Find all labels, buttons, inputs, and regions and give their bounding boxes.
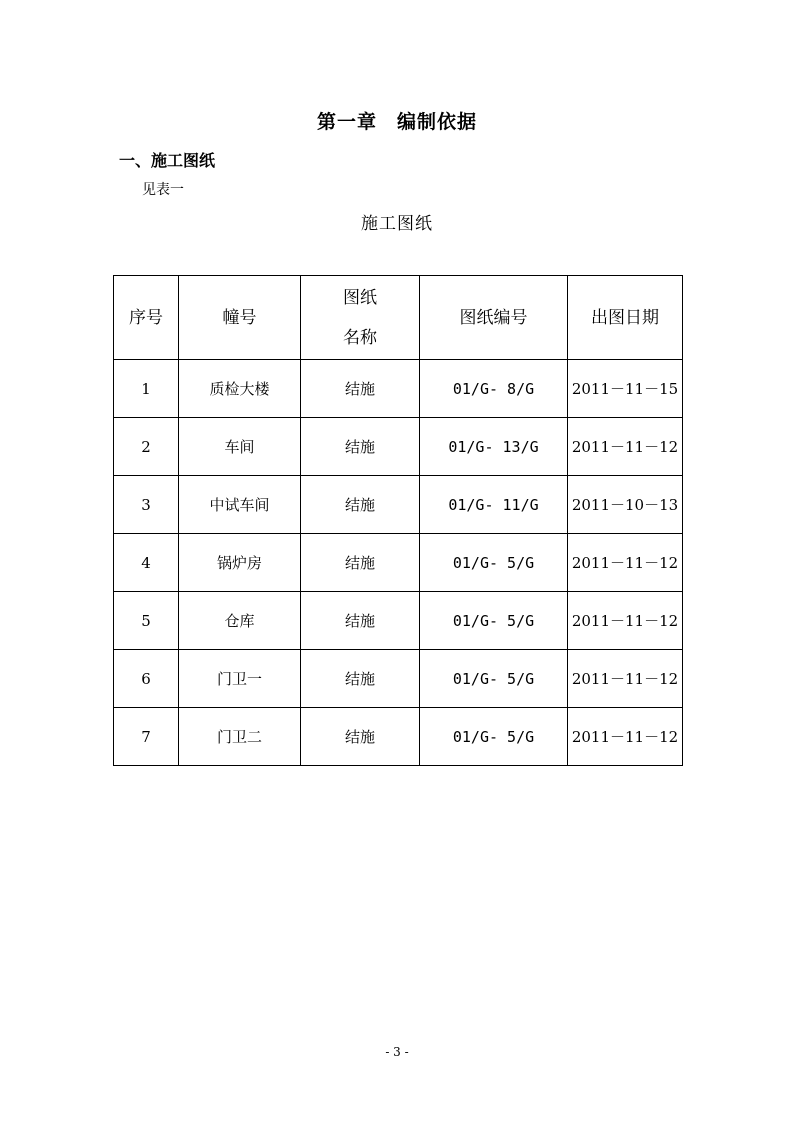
cell-building: 门卫一 bbox=[179, 650, 301, 708]
header-drawing-code: 图纸编号 bbox=[420, 276, 568, 360]
drawings-table bbox=[113, 275, 683, 766]
cell-issue-date: 2011－11－12 bbox=[568, 592, 683, 650]
cell-no: 2 bbox=[114, 418, 179, 476]
header-drawing-name-line2: 名称 bbox=[343, 327, 377, 348]
cell-drawing-code: 01/G- 5/G bbox=[420, 708, 568, 766]
cell-building: 车间 bbox=[179, 418, 301, 476]
header-drawing-name bbox=[301, 276, 420, 360]
cell-drawing-code: 01/G- 5/G bbox=[420, 650, 568, 708]
cell-drawing-name: 结施 bbox=[301, 534, 420, 592]
header-issue-date: 出图日期 bbox=[568, 276, 683, 360]
cell-drawing-code: 01/G- 13/G bbox=[420, 418, 568, 476]
table-row bbox=[114, 360, 683, 418]
table-header-row bbox=[114, 276, 683, 360]
table-row bbox=[114, 708, 683, 766]
cell-drawing-code: 01/G- 8/G bbox=[420, 360, 568, 418]
table-row bbox=[114, 534, 683, 592]
chapter-title: 第一章 编制依据 bbox=[316, 111, 477, 133]
cell-issue-date: 2011－11－15 bbox=[568, 360, 683, 418]
page-number: - 3 - bbox=[385, 1045, 409, 1059]
table-caption: 施工图纸 bbox=[361, 214, 433, 234]
cell-drawing-name: 结施 bbox=[301, 650, 420, 708]
cell-issue-date: 2011－11－12 bbox=[568, 708, 683, 766]
cell-drawing-code: 01/G- 11/G bbox=[420, 476, 568, 534]
cell-issue-date: 2011－10－13 bbox=[568, 476, 683, 534]
cell-issue-date: 2011－11－12 bbox=[568, 418, 683, 476]
cell-no: 6 bbox=[114, 650, 179, 708]
cell-no: 5 bbox=[114, 592, 179, 650]
header-drawing-name-line1: 图纸 bbox=[343, 287, 377, 308]
cell-issue-date: 2011－11－12 bbox=[568, 650, 683, 708]
cell-issue-date: 2011－11－12 bbox=[568, 534, 683, 592]
cell-drawing-code: 01/G- 5/G bbox=[420, 534, 568, 592]
table-reference-note: 见表一 bbox=[142, 182, 184, 198]
cell-drawing-name: 结施 bbox=[301, 476, 420, 534]
cell-building: 锅炉房 bbox=[179, 534, 301, 592]
cell-drawing-name: 结施 bbox=[301, 418, 420, 476]
cell-drawing-name: 结施 bbox=[301, 592, 420, 650]
cell-building: 质检大楼 bbox=[179, 360, 301, 418]
cell-drawing-name: 结施 bbox=[301, 708, 420, 766]
table-row bbox=[114, 592, 683, 650]
cell-no: 3 bbox=[114, 476, 179, 534]
cell-building: 门卫二 bbox=[179, 708, 301, 766]
section-title: 一、施工图纸 bbox=[119, 151, 216, 170]
cell-drawing-code: 01/G- 5/G bbox=[420, 592, 568, 650]
table-row bbox=[114, 418, 683, 476]
header-no: 序号 bbox=[114, 276, 179, 360]
cell-no: 1 bbox=[114, 360, 179, 418]
table-row bbox=[114, 650, 683, 708]
table-row bbox=[114, 476, 683, 534]
cell-no: 7 bbox=[114, 708, 179, 766]
header-building: 幢号 bbox=[179, 276, 301, 360]
cell-building: 中试车间 bbox=[179, 476, 301, 534]
cell-drawing-name: 结施 bbox=[301, 360, 420, 418]
cell-no: 4 bbox=[114, 534, 179, 592]
cell-building: 仓库 bbox=[179, 592, 301, 650]
